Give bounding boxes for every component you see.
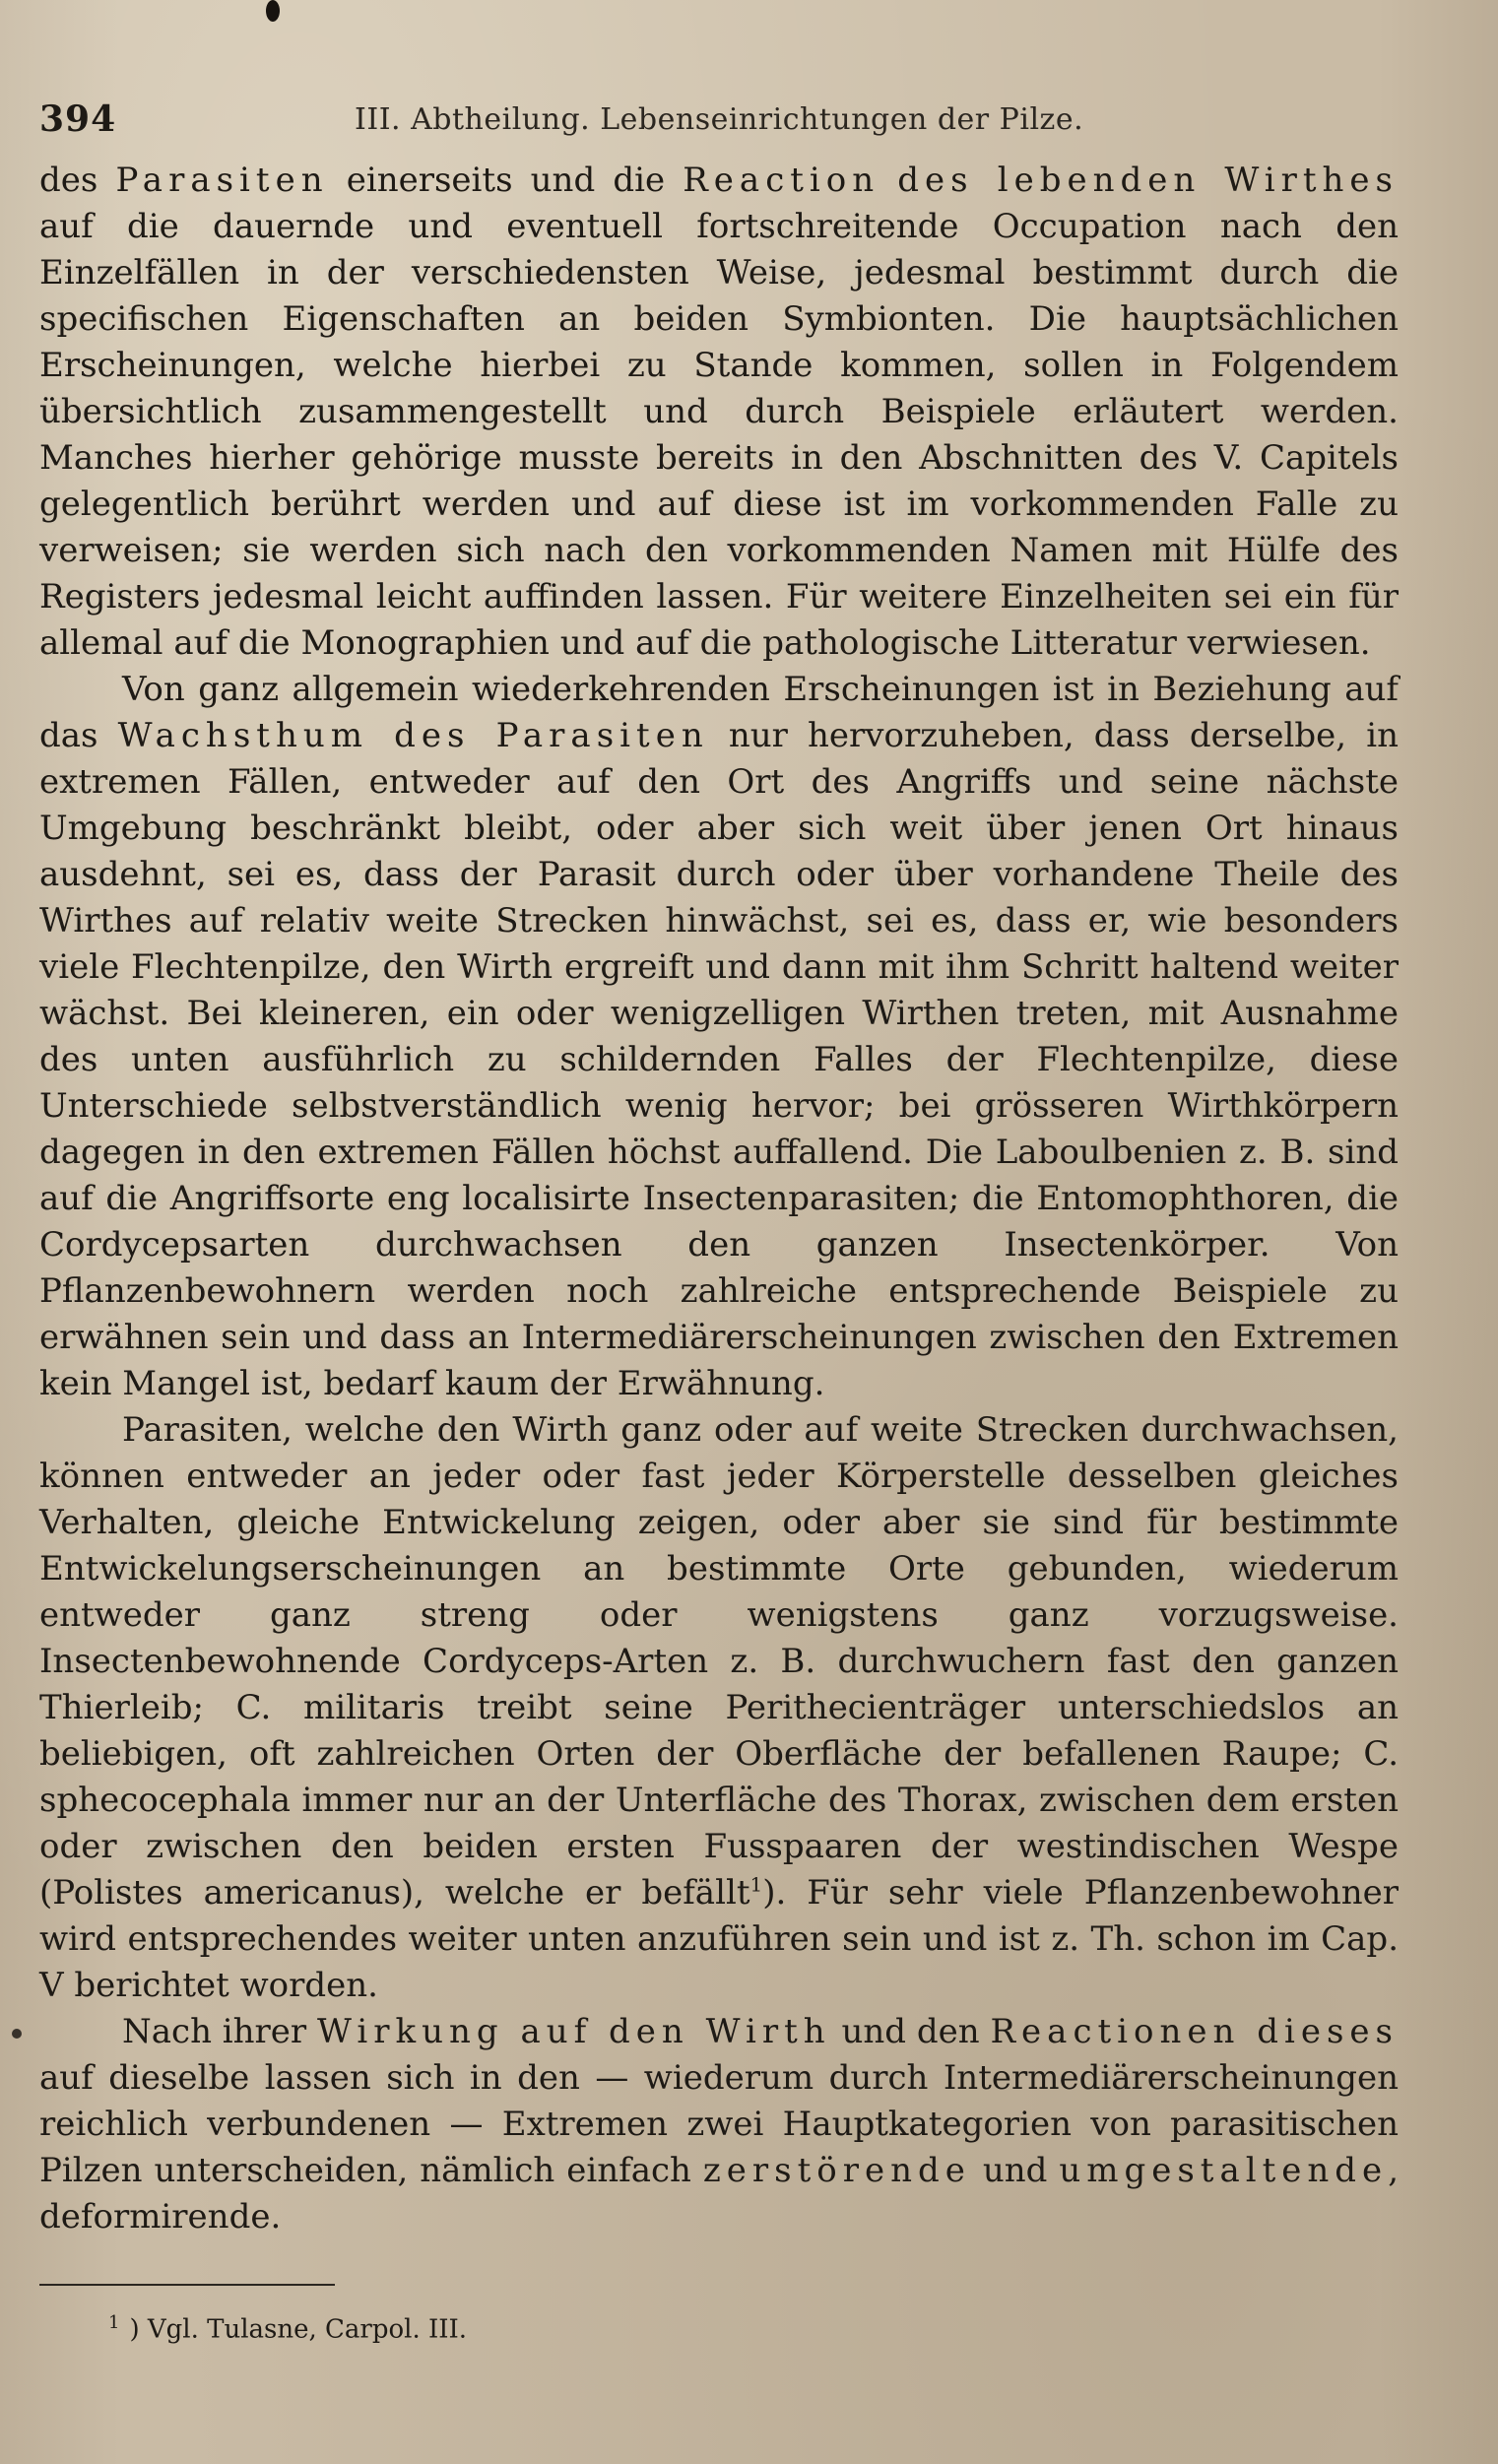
emphasized-text: Wachsthum des Parasiten xyxy=(117,716,709,755)
emphasized-text: Wirkung auf den Wirth xyxy=(317,2012,831,2051)
book-page xyxy=(39,98,1399,2348)
emphasized-text: Parasiten xyxy=(115,161,329,200)
ink-blot xyxy=(266,0,280,22)
ink-speck xyxy=(12,2029,22,2039)
footnote-text: ) Vgl. Tulasne, Carpol. III. xyxy=(129,2314,468,2345)
emphasized-text: des lebenden Wirthes xyxy=(897,161,1399,200)
paragraph xyxy=(39,2009,1399,2240)
text-run: des xyxy=(39,161,116,200)
footnote-reference: 1 xyxy=(749,1872,763,1897)
text-run: Parasiten, welche den Wirth ganz oder auf weite Strecken durchwachsen, können entweder an jeder oder fast jeder Körperstelle desselben gleiches Verhalten, gleiche Entwickelung zeigen, oder aber sie sind für bestimmte Entwickelungserscheinungen an bestimmte Orte gebunden, wiederum entweder ganz streng oder wenigstens ganz vorzugsweise. Insectenbewohnende Cordyceps-Arten z. B. durchwuchern fast den ganzen Thierleib; C. militaris treibt seine Perithecienträger unterschiedslos an beliebigen, oft zahlreichen Orten der Oberfläche der befallenen Raupe; C. sphecocephala immer nur an der Unterfläche des Thorax, zwischen dem ersten oder zwischen den beiden ersten Fusspaaren der westindischen Wespe (Polistes americanus), welche er befällt xyxy=(39,1410,1399,1913)
paragraph xyxy=(39,667,1399,1407)
paragraph xyxy=(39,1407,1399,2009)
emphasized-text: zerstörende xyxy=(702,2151,971,2190)
emphasized-text: umgestaltende xyxy=(1059,2151,1389,2190)
text-run: ). Für sehr viele Pflanzenbewohner wird entsprechendes weiter unten anzuführen sein und ist z. Th. schon im Cap. V berichtet worden. xyxy=(39,1873,1400,2005)
text-run: Von ganz allgemein wiederkehrenden Erscheinungen ist in Beziehung auf das xyxy=(39,670,1399,755)
text-run: auf dieselbe lassen sich in den — wiederum durch Intermediärerscheinungen reichlich verbundenen — Extremen zwei Hauptkategorien von parasitischen Pilzen unterscheiden, nämlich einfach xyxy=(39,2058,1399,2190)
emphasized-text: Reactionen dieses xyxy=(990,2012,1400,2051)
text-run: und xyxy=(970,2151,1060,2190)
footnote xyxy=(108,2305,1399,2348)
running-head: III. Abtheilung. Lebenseinrichtungen der Pilze. xyxy=(355,102,1084,137)
footnote-divider xyxy=(39,2284,335,2286)
emphasized-text: Reaction xyxy=(683,161,880,200)
text-run: und den xyxy=(830,2012,991,2051)
page-number: 394 xyxy=(39,98,117,140)
text-run xyxy=(879,161,897,200)
text-run: nur hervorzuheben, dass derselbe, in extremen Fällen, entweder auf den Ort des Angriffs und seine nächste Umgebung beschränkt bleibt, oder aber sich weit über jenen Ort hinaus ausdehnt, sei es, dass der Parasit durch oder über vorhandene Theile des Wirthes auf relativ weite Strecken hinwächst, sei es, dass er, wie besonders viele Flechtenpilze, den Wirth ergreift und dann mit ihm Schritt haltend weiter wächst. Bei kleineren, ein oder wenigzelligen Wirthen treten, mit Ausnahme des unten ausführlich zu schildernden Falles der Flechtenpilze, diese Unterschiede selbstverständlich wenig hervor; bei grösseren Wirthkörpern dagegen in den extremen Fällen höchst auffallend. Die Laboulbenien z. B. sind auf die Angriffsorte eng localisirte Insectenparasiten; die Entomophthoren, die Cordycepsarten durchwachsen den ganzen Insectenkörper. Von Pflanzenbewohnern werden noch zahlreiche entsprechende Beispiele zu erwähnen sein und dass an Intermediärerscheinungen zwischen den Extremen kein Mangel ist, bedarf kaum der Erwähnung. xyxy=(39,716,1400,1403)
text-run: , deformirende. xyxy=(39,2151,1399,2237)
text-run: auf die dauernde und eventuell fortschreitende Occupation nach den Einzelfällen in der verschiedensten Weise, jedesmal bestimmt durch die specifischen Eigenschaften an beiden Symbionten. Die hauptsächlichen Erscheinungen, welche hierbei zu Stande kommen, sollen in Folgendem übersichtlich zusammengestellt und durch Beispiele erläutert werden. Manches hierher gehörige musste bereits in den Abschnitten des V. Capitels gelegentlich berührt werden und auf diese ist im vorkommenden Falle zu verweisen; sie werden sich nach den vorkommenden Namen mit Hülfe des Registers jedesmal leicht auffinden lassen. Für weitere Einzelheiten sei ein für allemal auf die Monographien und auf die pathologische Litteratur verwiesen. xyxy=(39,207,1399,663)
text-run: einerseits und die xyxy=(328,161,684,200)
page-header xyxy=(39,98,1399,158)
text-run: Nach ihrer xyxy=(122,2012,317,2051)
footnote-mark: 1 xyxy=(108,2312,120,2333)
body-text xyxy=(39,158,1399,2240)
paragraph xyxy=(39,158,1399,667)
